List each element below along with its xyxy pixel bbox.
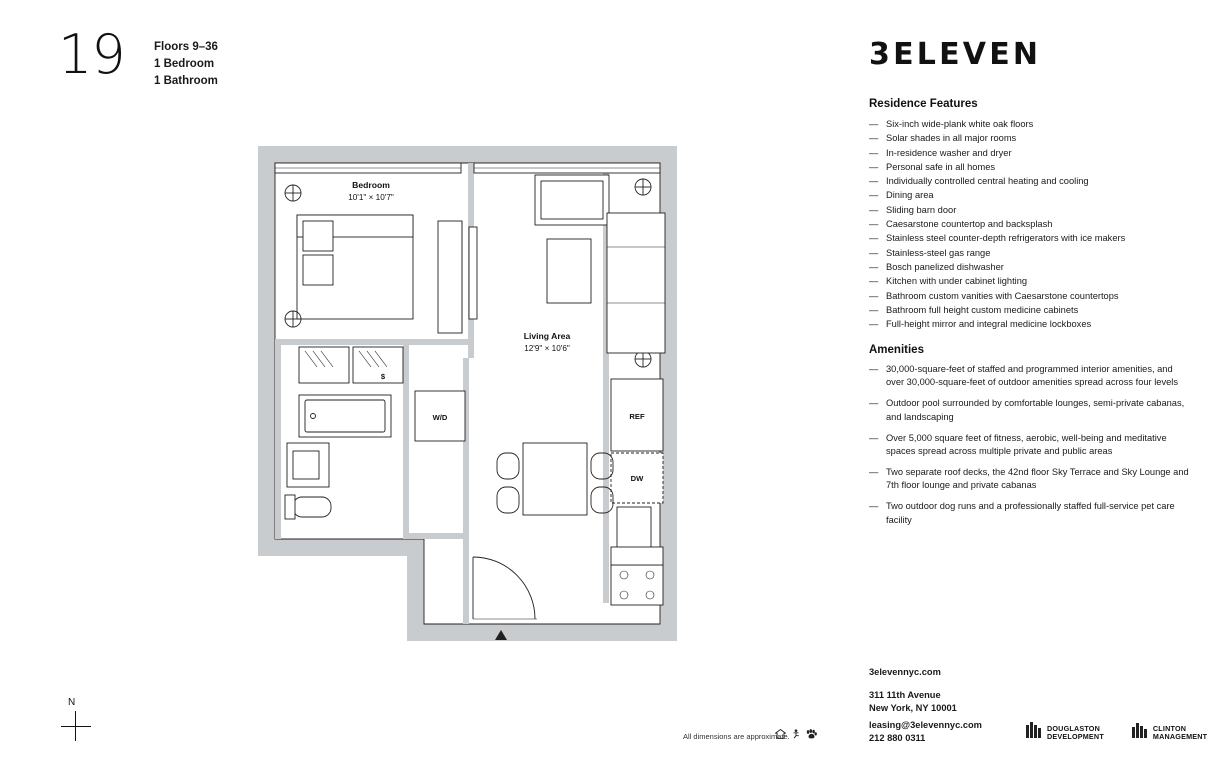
amenity-item — [869, 397, 1189, 424]
bullet-dash: — — [869, 219, 879, 230]
unit-floors: Floors 9–36 — [154, 41, 218, 53]
bullet-dash: — — [869, 501, 879, 512]
feature-label: Six-inch wide-plank white oak floors — [886, 119, 1034, 129]
amenity-item — [869, 466, 1189, 493]
unit-bathrooms: 1 Bathroom — [154, 75, 218, 87]
feature-label: Bathroom custom vanities with Caesarstone countertops — [886, 290, 1119, 301]
feature-label: Kitchen with under cabinet lighting — [886, 276, 1028, 287]
unit-number: 19 — [58, 23, 125, 86]
partner-line-1: DOUGLASTON — [1047, 723, 1100, 733]
amenity-item — [869, 500, 1189, 527]
clinton-label — [1153, 725, 1207, 742]
brand-logo: 3ELEVEN — [869, 37, 1042, 72]
bullet-dash: — — [869, 233, 879, 244]
closet-marker: $ — [380, 372, 386, 381]
address-block — [869, 689, 957, 714]
unit-meta — [154, 39, 218, 90]
room-dimensions: 10'1" × 10'7" — [348, 193, 394, 202]
feature-label: Solar shades in all major rooms — [886, 133, 1017, 144]
unit-bedrooms: 1 Bedroom — [154, 58, 215, 70]
bullet-dash: — — [869, 247, 879, 258]
compass-north-label: N — [68, 697, 76, 708]
amenity-label: Over 5,000 square feet of fitness, aerobic, well-being and meditative spaces spread across multiple private and public areas — [886, 432, 1167, 457]
clinton-mark-icon — [1132, 722, 1148, 744]
amenity-item — [869, 432, 1189, 459]
feature-item — [869, 131, 1189, 145]
residence-features-list — [869, 117, 1189, 331]
amenity-label: Outdoor pool surrounded by comfortable lounges, semi-private cabanas, and landscaping — [886, 398, 1185, 422]
feature-item — [869, 317, 1189, 331]
room-label: Living Area — [523, 331, 571, 341]
disclaimer-text: All dimensions are approximate. — [683, 732, 790, 741]
bullet-dash: — — [869, 190, 879, 201]
residence-features-title: Residence Features — [869, 98, 978, 110]
floor-plan — [255, 143, 680, 648]
feature-label: Bathroom full height custom medicine cabinets — [886, 304, 1079, 315]
contact-block — [869, 719, 982, 744]
website-link[interactable]: 3elevennyc.com — [869, 667, 941, 677]
partner-line-2: DEVELOPMENT — [1047, 732, 1104, 741]
amenity-item — [869, 363, 1189, 390]
phone-number[interactable]: 212 880 0311 — [869, 732, 926, 743]
bullet-dash: — — [869, 204, 879, 215]
address-line-2: New York, NY 10001 — [869, 702, 957, 713]
amenities-title: Amenities — [869, 344, 924, 356]
bullet-dash: — — [869, 290, 879, 301]
accessibility-icon — [791, 729, 801, 739]
bullet-dash: — — [869, 466, 879, 477]
address-line-1: 311 11th Avenue — [869, 690, 941, 700]
refrigerator-label: REF — [629, 412, 645, 421]
feature-item — [869, 303, 1189, 317]
amenity-label: Two separate roof decks, the 42nd floor Sky Terrace and Sky Lounge and 7th floor lounge and private cabanas — [886, 466, 1189, 491]
feature-item — [869, 203, 1189, 217]
pet-friendly-icon — [806, 729, 817, 739]
room-label: Bedroom — [352, 180, 390, 190]
feature-item — [869, 274, 1189, 288]
bullet-dash: — — [869, 398, 879, 409]
partner-logos — [1026, 722, 1207, 744]
feature-item — [869, 231, 1189, 245]
bullet-dash: — — [869, 147, 879, 158]
feature-label: Personal safe in all homes — [886, 161, 996, 172]
amenity-label: Two outdoor dog runs and a professionally staffed full-service pet care facility — [886, 501, 1175, 525]
feature-item — [869, 217, 1189, 231]
bullet-dash: — — [869, 161, 879, 172]
partner-douglaston — [1026, 722, 1104, 744]
bullet-dash: — — [869, 304, 879, 315]
compass-horizontal-line — [61, 726, 91, 727]
bullet-dash: — — [869, 319, 879, 330]
feature-item — [869, 117, 1189, 131]
feature-item — [869, 146, 1189, 160]
partner-line-2: MANAGEMENT — [1152, 732, 1208, 741]
feature-item — [869, 174, 1189, 188]
equal-housing-icon — [775, 729, 786, 739]
feature-label: Full-height mirror and integral medicine lockboxes — [886, 319, 1092, 330]
footer-icon-group — [775, 729, 817, 739]
compass — [56, 697, 96, 743]
bullet-dash: — — [869, 176, 879, 187]
feature-item — [869, 246, 1189, 260]
bullet-dash: — — [869, 133, 879, 144]
room-dimensions: 12'9" × 10'6" — [524, 344, 570, 353]
feature-label: Stainless-steel gas range — [886, 247, 991, 258]
bullet-dash: — — [869, 432, 879, 443]
feature-item — [869, 188, 1189, 202]
bullet-dash: — — [869, 261, 879, 272]
partner-clinton — [1132, 722, 1207, 744]
feature-item — [869, 260, 1189, 274]
douglaston-mark-icon — [1026, 722, 1042, 744]
feature-label: In-residence washer and dryer — [886, 147, 1012, 158]
douglaston-label — [1047, 725, 1104, 742]
amenity-label: 30,000-square-feet of staffed and programmed interior amenities, and over 30,000-square-feet of outdoor amenities spread across four levels — [886, 364, 1178, 388]
feature-item — [869, 160, 1189, 174]
amenities-list — [869, 363, 1189, 535]
feature-label: Individually controlled central heating and cooling — [886, 176, 1089, 187]
feature-label: Dining area — [886, 190, 934, 201]
bullet-dash: — — [869, 276, 879, 287]
feature-label: Stainless steel counter-depth refrigerators with ice makers — [886, 233, 1126, 244]
feature-label: Sliding barn door — [886, 204, 957, 215]
dishwasher-label: DW — [630, 474, 644, 483]
bullet-dash: — — [869, 364, 879, 374]
washer-dryer-label: W/D — [432, 413, 448, 422]
feature-label: Bosch panelized dishwasher — [886, 261, 1004, 272]
email-link[interactable]: leasing@3elevennyc.com — [869, 720, 982, 730]
feature-item — [869, 289, 1189, 303]
partner-line-1: CLINTON — [1152, 723, 1187, 733]
bullet-dash: — — [869, 119, 879, 129]
feature-label: Caesarstone countertop and backsplash — [886, 219, 1053, 230]
